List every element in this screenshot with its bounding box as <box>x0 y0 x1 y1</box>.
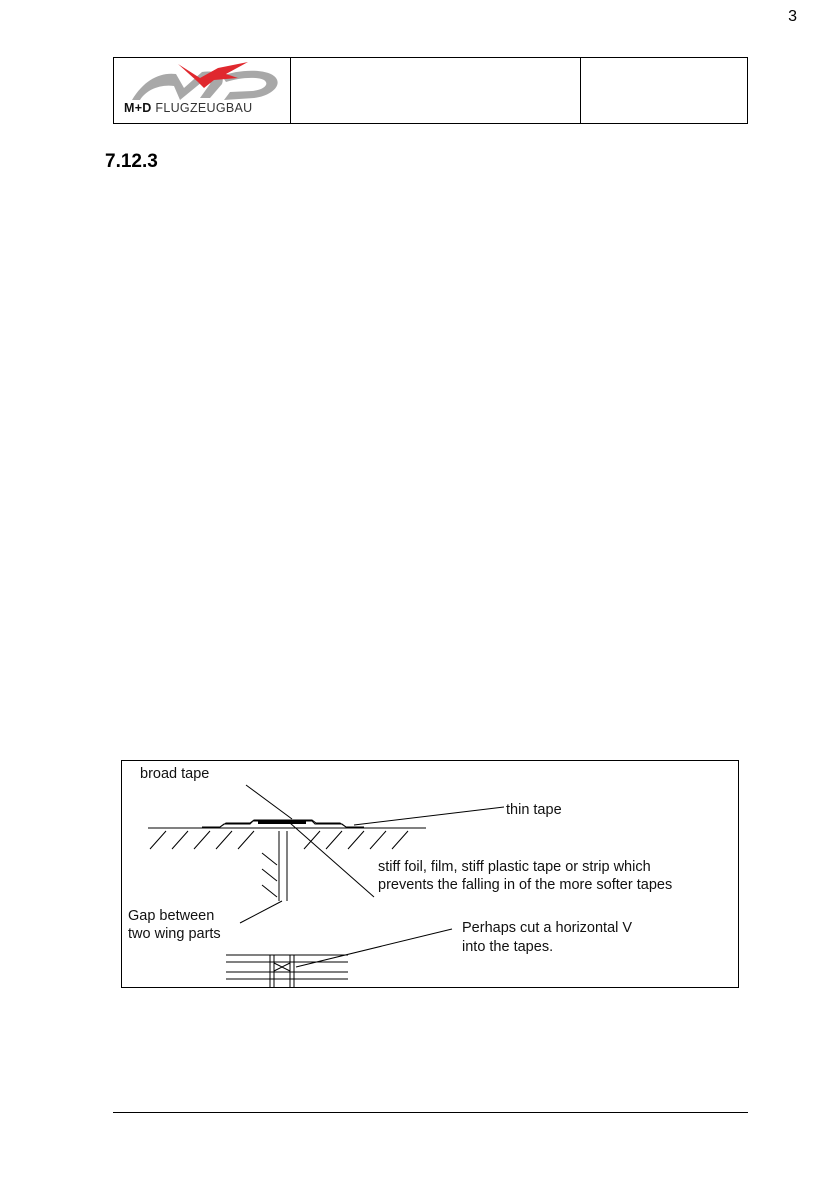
gap-leader <box>240 901 282 923</box>
footer-rule <box>113 1112 748 1113</box>
header-title-cell <box>291 58 581 123</box>
logo-wordmark: M+D FLUGZEUGBAU <box>124 101 253 115</box>
document-header <box>113 57 748 124</box>
label-cut-line1: Perhaps cut a horizontal V <box>462 920 633 936</box>
page-number: 3 <box>788 8 797 25</box>
cut-leader <box>296 929 452 967</box>
broad-tape-leader <box>246 785 292 819</box>
header-info-cell <box>581 58 747 123</box>
label-gap-line1: Gap between <box>128 908 215 924</box>
label-cut-line2: into the tapes. <box>462 939 554 955</box>
thin-tape-leader <box>354 807 504 825</box>
stiff-foil-strip <box>258 820 306 824</box>
label-gap-line2: two wing parts <box>128 926 221 942</box>
section-heading-number: 7.12.3 <box>105 151 158 172</box>
label-stiff-foil-line2: prevents the falling in of the more softer tapes <box>378 877 673 893</box>
label-broad-tape: broad tape <box>140 766 210 782</box>
label-thin-tape: thin tape <box>506 802 562 818</box>
label-stiff-foil-line1: stiff foil, film, stiff plastic tape or strip which <box>378 859 651 875</box>
tape-sealing-figure <box>121 760 739 988</box>
header-logo-cell <box>114 58 291 123</box>
